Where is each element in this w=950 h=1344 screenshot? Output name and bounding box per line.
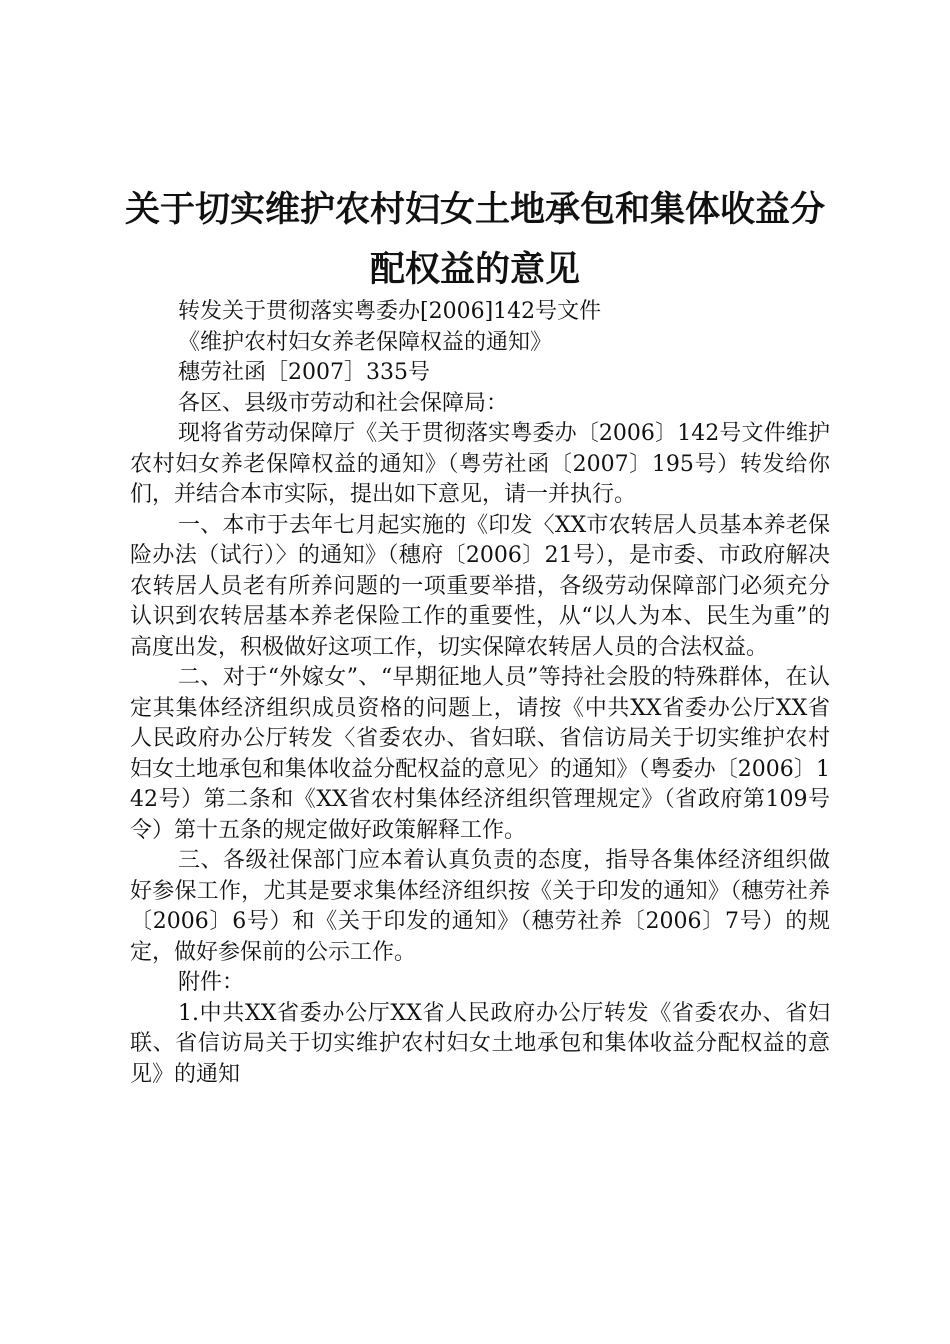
intro-paragraph: 现将省劳动保障厅《关于贯彻落实粤委办〔2006〕142号文件维护农村妇女养老保障权益的通知》（粤劳社函〔2007〕195号）转发给你们，并结合本市实际，提出如下意见，请一并执行。 xyxy=(130,421,830,507)
document-number: 穗劳社函［2007］335号 xyxy=(178,360,430,385)
document-body xyxy=(130,297,830,1090)
section-two-paragraph: 二、对于“外嫁女”、“早期征地人员”等持社会股的特殊群体，在认定其集体经济组织成员资格的问题上，请按《中共XX省委办公厅XX省人民政府办公厅转发〈省委农办、省妇联、省信访局关于切实维护农村妇女土地承包和集体收益分配权益的意见〉的通知》（粤委办〔2006〕142号）第二条和《XX省农村集体经济组织管理规定》（省政府第109号令）第十五条的规定做好政策解释工作。 xyxy=(130,665,830,843)
forward-title-line: 转发关于贯彻落实粤委办[2006]142号文件 xyxy=(178,299,602,324)
forward-title-notice: 《维护农村妇女养老保障权益的通知》 xyxy=(178,329,553,355)
document-title-line-1: 关于切实维护农村妇女土地承包和集体收益分 xyxy=(124,190,825,230)
document-title-line-2: 配权益的意见 xyxy=(369,250,580,290)
section-three-paragraph: 三、各级社保部门应本着认真负责的态度，指导各集体经济组织做好参保工作，尤其是要求集体经济组织按《关于印发的通知》（穗劳社养〔2006〕6号）和《关于印发的通知》（穗劳社养〔2006〕7号）的规定，做好参保前的公示工作。 xyxy=(130,848,830,965)
section-one-paragraph: 一、本市于去年七月起实施的《印发〈XX市农转居人员基本养老保险办法（试行）〉的通知》（穗府〔2006〕21号），是市委、市政府解决农转居人员老有所养问题的一项重要举措，各级劳动保障部门必须充分认识到农转居基本养老保险工作的重要性，从“以人为本、民生为重”的高度出发，积极做好这项工作，切实保障农转居人员的合法权益。 xyxy=(130,512,830,660)
addressee: 各区、县级市劳动和社会保障局： xyxy=(178,390,509,416)
attachment-heading: 附件： xyxy=(178,970,245,995)
attachment-item-1: 1.中共XX省委办公厅XX省人民政府办公厅转发《省委农办、省妇联、省信访局关于切实维护农村妇女土地承包和集体收益分配权益的意见》的通知 xyxy=(130,1000,830,1087)
